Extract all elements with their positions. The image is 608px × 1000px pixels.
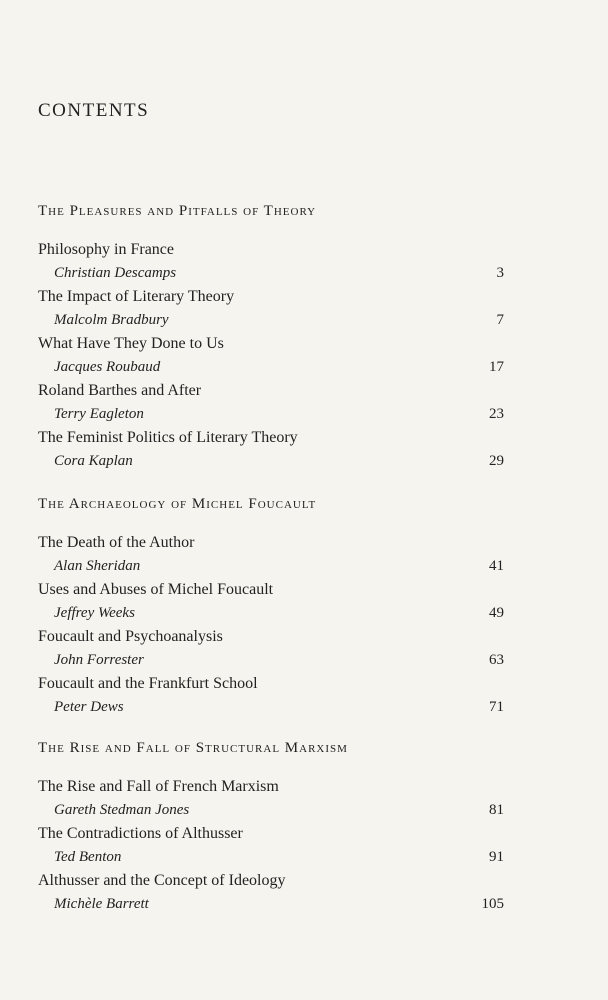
toc-entry <box>38 285 504 332</box>
entry-title: The Contradictions of Althusser <box>38 825 243 842</box>
section-title: The Rise and Fall of Structural Marxism <box>38 740 348 756</box>
toc-entry <box>38 775 504 822</box>
entry-title: The Death of the Author <box>38 534 195 551</box>
entry-page-number: 71 <box>489 699 504 715</box>
toc-entry <box>38 531 504 578</box>
entry-author: Jeffrey Weeks <box>54 605 135 621</box>
entry-author: Christian Descamps <box>54 265 177 281</box>
contents-heading: CONTENTS <box>38 100 150 121</box>
entry-title: The Impact of Literary Theory <box>38 288 235 305</box>
entry-author-row <box>38 308 504 332</box>
entry-title: Foucault and Psychoanalysis <box>38 628 223 645</box>
entry-author-row <box>38 554 504 578</box>
entry-page-number: 81 <box>489 802 504 818</box>
section-title: The Pleasures and Pitfalls of Theory <box>38 203 317 219</box>
entry-author: John Forrester <box>54 652 144 668</box>
entry-page-number: 17 <box>489 359 504 375</box>
section-archaeology-of-foucault <box>38 496 504 719</box>
entry-author-row <box>38 845 504 869</box>
entry-page-number: 29 <box>489 453 504 469</box>
section-pleasures-and-pitfalls <box>38 203 504 473</box>
entry-author: Malcolm Bradbury <box>54 312 169 328</box>
entry-author-row <box>38 601 504 625</box>
entry-title: Roland Barthes and After <box>38 382 202 399</box>
entry-author: Ted Benton <box>54 849 122 865</box>
toc-entry <box>38 332 504 379</box>
entry-title: Althusser and the Concept of Ideology <box>38 872 286 889</box>
entry-title: Philosophy in France <box>38 241 174 258</box>
toc-entry <box>38 379 504 426</box>
entry-page-number: 7 <box>496 312 504 328</box>
entry-author-row <box>38 402 504 426</box>
entry-author-row <box>38 261 504 285</box>
toc-entry <box>38 822 504 869</box>
entry-page-number: 41 <box>489 558 504 574</box>
entry-author-row <box>38 648 504 672</box>
section-title: The Archaeology of Michel Foucault <box>38 496 317 512</box>
entry-page-number: 105 <box>481 896 504 912</box>
entry-author-row <box>38 892 504 916</box>
entry-title: What Have They Done to Us <box>38 335 224 352</box>
entry-author: Jacques Roubaud <box>54 359 161 375</box>
toc-entry <box>38 869 504 916</box>
entry-author-row <box>38 355 504 379</box>
section-structural-marxism <box>38 740 504 916</box>
entry-author: Michèle Barrett <box>54 896 149 912</box>
entry-page-number: 49 <box>489 605 504 621</box>
toc-entry <box>38 578 504 625</box>
entry-page-number: 91 <box>489 849 504 865</box>
entry-page-number: 63 <box>489 652 504 668</box>
entry-title: Foucault and the Frankfurt School <box>38 675 258 692</box>
toc-entry <box>38 625 504 672</box>
entry-author: Gareth Stedman Jones <box>54 802 190 818</box>
entry-author: Cora Kaplan <box>54 453 133 469</box>
entry-author: Peter Dews <box>54 699 124 715</box>
entry-title: The Feminist Politics of Literary Theory <box>38 429 298 446</box>
entry-author: Terry Eagleton <box>54 406 144 422</box>
entry-author-row <box>38 449 504 473</box>
entry-author-row <box>38 798 504 822</box>
entry-page-number: 23 <box>489 406 504 422</box>
entry-title: Uses and Abuses of Michel Foucault <box>38 581 274 598</box>
entry-page-number: 3 <box>496 265 504 281</box>
entry-title: The Rise and Fall of French Marxism <box>38 778 279 795</box>
toc-entry <box>38 238 504 285</box>
toc-entry <box>38 426 504 473</box>
entry-author: Alan Sheridan <box>54 558 141 574</box>
entry-author-row <box>38 695 504 719</box>
toc-entry <box>38 672 504 719</box>
